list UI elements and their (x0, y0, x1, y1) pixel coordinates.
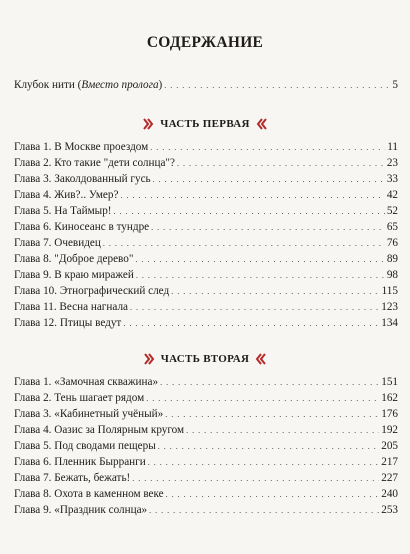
ornament-right-icon (256, 118, 268, 130)
dot-leader (177, 157, 385, 170)
entry-label: Глава 10. Этнографический след (14, 285, 170, 297)
entry-page: 151 (381, 376, 398, 388)
entry-label: Глава 9. В краю миражей (14, 269, 134, 281)
toc-entry[interactable] (14, 157, 398, 170)
entry-page: 240 (381, 488, 398, 500)
entry-label: Глава 6. Киносеанс в тундре (14, 221, 150, 233)
part-title: ЧАСТЬ ПЕРВАЯ (160, 118, 250, 130)
dot-leader (135, 253, 384, 266)
entry-page: 227 (381, 472, 398, 484)
dot-leader (130, 301, 379, 314)
toc-entry[interactable] (14, 440, 398, 453)
dot-leader (186, 424, 379, 437)
entry-label: Глава 3. «Кабинетный учёный» (14, 408, 164, 420)
entry-page: 217 (381, 456, 398, 468)
toc-entry[interactable] (14, 392, 398, 405)
entry-label: Глава 3. Заколдованный гусь (14, 173, 151, 185)
entry-label: Глава 12. Птицы ведут (14, 317, 122, 329)
entry-page: 76 (386, 237, 398, 249)
toc-entry[interactable] (14, 205, 398, 218)
toc-entry[interactable] (14, 456, 398, 469)
part-heading-1 (0, 118, 410, 130)
dot-leader (151, 221, 385, 234)
toc-entry[interactable] (14, 253, 398, 266)
toc-entry[interactable] (14, 317, 398, 330)
entry-page: 176 (381, 408, 398, 420)
dot-leader (123, 317, 379, 330)
entry-label: Глава 2. Кто такие "дети солнца"? (14, 157, 175, 169)
entry-page: 52 (386, 205, 398, 217)
toc-entry[interactable] (14, 173, 398, 186)
toc-entry[interactable] (14, 408, 398, 421)
entry-page: 134 (381, 317, 398, 329)
dot-leader (136, 269, 385, 282)
entry-page: 11 (387, 141, 398, 153)
toc-entry[interactable] (14, 285, 398, 298)
entry-label: Глава 1. В Москве проездом (14, 141, 149, 153)
entry-label: Глава 5. На Таймыр! (14, 205, 112, 217)
dot-leader (114, 205, 385, 218)
entry-label: Глава 5. Под сводами пещеры (14, 440, 156, 452)
toc-entry[interactable] (14, 237, 398, 250)
entry-page: 42 (386, 189, 398, 201)
dot-leader (148, 456, 379, 469)
entry-label: Глава 1. «Замочная скважина» (14, 376, 159, 388)
ornament-left-icon (142, 118, 154, 130)
dot-leader (153, 173, 385, 186)
entry-page: 98 (386, 269, 398, 281)
part-title: ЧАСТЬ ВТОРАЯ (160, 353, 250, 365)
dot-leader (146, 392, 379, 405)
ornament-right-icon (255, 353, 267, 365)
entry-page: 89 (386, 253, 398, 265)
entry-label: Глава 8. Охота в каменном веке (14, 488, 164, 500)
entry-page: 33 (386, 173, 398, 185)
entry-page: 253 (381, 504, 398, 516)
entry-page: 5 (392, 79, 398, 91)
entry-label: Глава 2. Тень шагает рядом (14, 392, 145, 404)
dot-leader (158, 440, 380, 453)
ornament-left-icon (143, 353, 155, 365)
dot-leader (103, 237, 385, 250)
entry-page: 192 (381, 424, 398, 436)
dot-leader (149, 504, 379, 517)
toc-entry[interactable] (14, 221, 398, 234)
toc-entry[interactable] (14, 488, 398, 501)
page-title: СОДЕРЖАНИЕ (146, 34, 264, 51)
dot-leader (165, 408, 379, 421)
dot-leader (171, 285, 379, 298)
toc-entry[interactable] (14, 376, 398, 389)
toc-entry-prologue[interactable] (14, 79, 398, 92)
entry-label: Глава 4. Жив?.. Умер? (14, 189, 119, 201)
entry-label: Клубок нити (Вместо пролога) (14, 79, 163, 91)
toc-entry[interactable] (14, 301, 398, 314)
toc-entry[interactable] (14, 424, 398, 437)
entry-page: 123 (381, 301, 398, 313)
entry-label: Глава 9. «Праздник солнца» (14, 504, 148, 516)
entry-label: Глава 6. Пленник Бырранги (14, 456, 146, 468)
part-heading-2 (0, 353, 410, 365)
toc-entry[interactable] (14, 269, 398, 282)
entry-label: Глава 4. Оазис за Полярным кругом (14, 424, 185, 436)
dot-leader (166, 488, 380, 501)
entry-label: Глава 8. "Доброе дерево" (14, 253, 134, 265)
entry-label: Глава 7. Очевидец (14, 237, 101, 249)
dot-leader (132, 472, 379, 485)
toc-entry[interactable] (14, 141, 398, 154)
toc-entry[interactable] (14, 472, 398, 485)
dot-leader (150, 141, 385, 154)
toc-entry[interactable] (14, 189, 398, 202)
toc-entry[interactable] (14, 504, 398, 517)
entry-page: 115 (381, 285, 398, 297)
entry-page: 205 (381, 440, 398, 452)
dot-leader (164, 79, 390, 92)
dot-leader (160, 376, 379, 389)
entry-page: 65 (386, 221, 398, 233)
entry-label: Глава 7. Бежать, бежать! (14, 472, 131, 484)
entry-page: 162 (381, 392, 398, 404)
entry-page: 23 (386, 157, 398, 169)
entry-label: Глава 11. Весна нагнала (14, 301, 128, 313)
dot-leader (120, 189, 384, 202)
